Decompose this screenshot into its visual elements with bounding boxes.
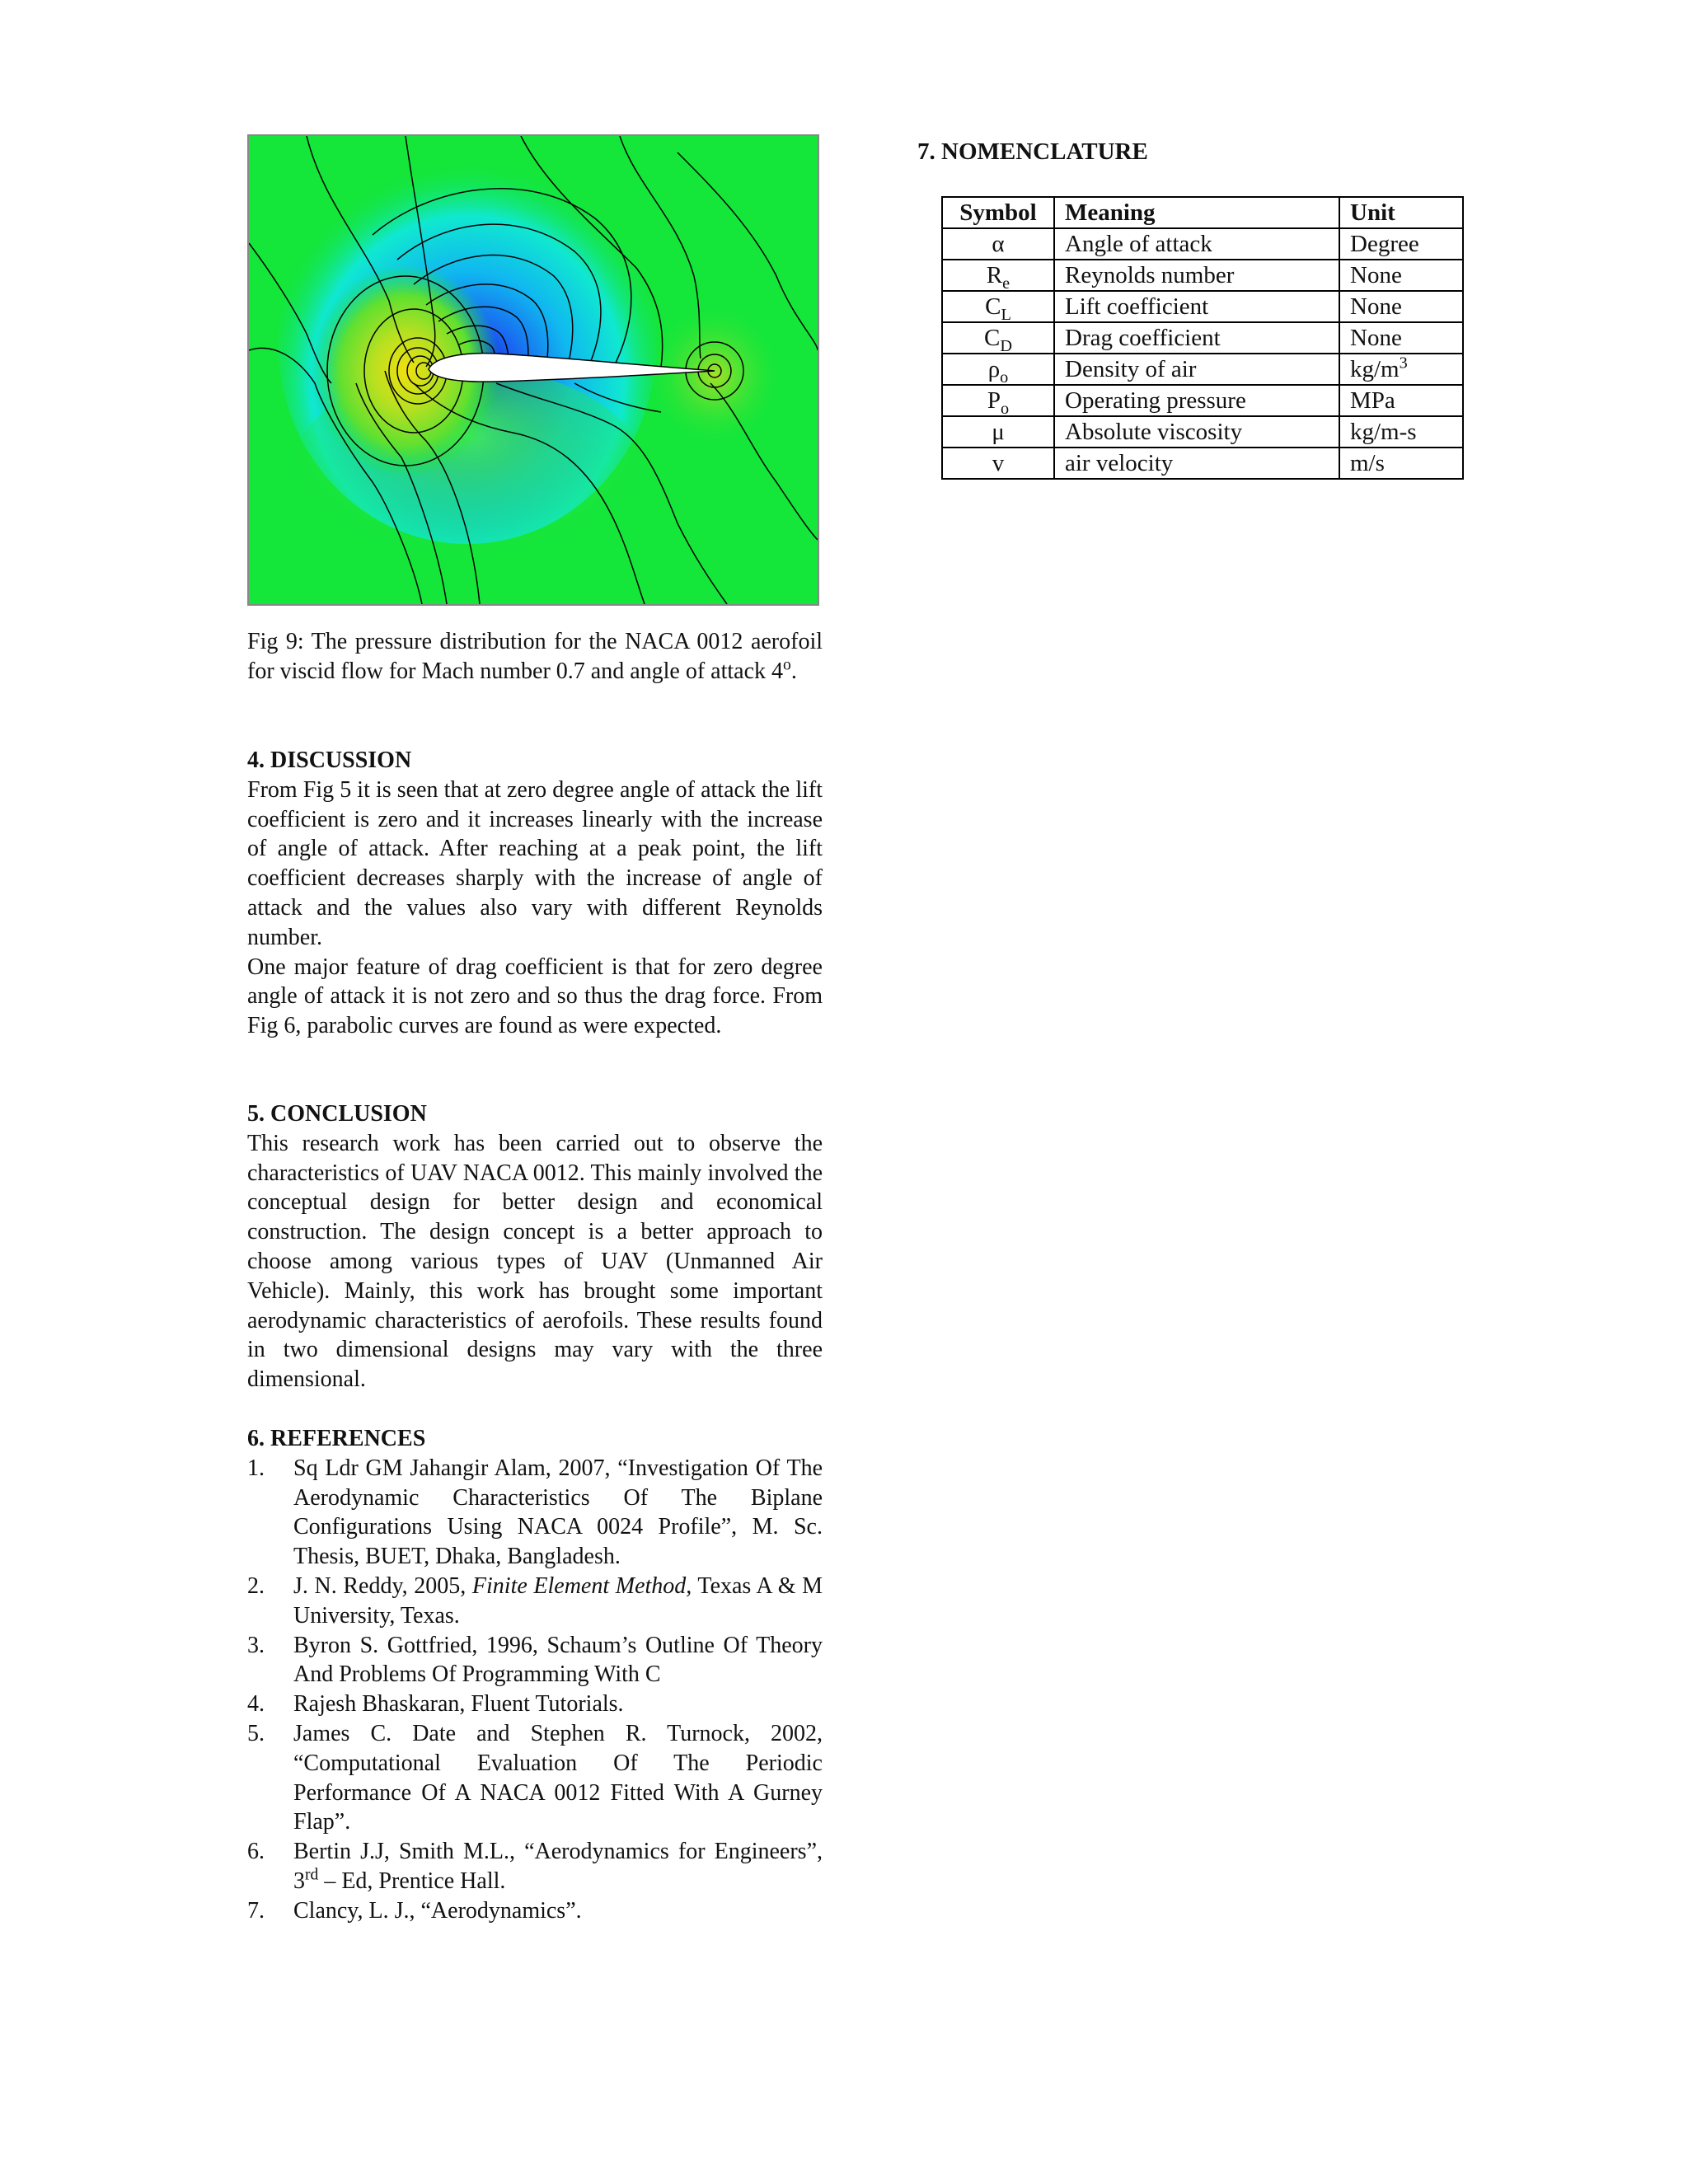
symbol-cell xyxy=(942,228,1054,260)
symbol-char: C xyxy=(985,293,1001,320)
meaning-cell: Absolute viscosity xyxy=(1054,416,1339,448)
unit-text: Degree xyxy=(1350,231,1419,257)
caption-degree-sup: o xyxy=(783,656,791,674)
discussion-section xyxy=(247,746,823,1041)
symbol-sub: D xyxy=(1000,336,1012,355)
caption-text: Fig 9: The pressure distribution for the NACA 0012 aerofoil for viscid flow for Mach number 0.7 and angle of attack 4 xyxy=(247,629,823,684)
header-symbol: Symbol xyxy=(942,197,1054,228)
conclusion-heading: 5. CONCLUSION xyxy=(247,1101,427,1127)
unit-text: None xyxy=(1350,262,1402,288)
reference-list xyxy=(247,1454,823,1926)
caption-end: . xyxy=(790,658,797,684)
reference-superscript: rd xyxy=(305,1866,319,1884)
symbol-char: α xyxy=(992,231,1005,257)
reference-item xyxy=(247,1690,823,1719)
reference-text-rest: Texas A & M University, Texas. xyxy=(293,1572,823,1629)
symbol-sub: L xyxy=(1001,305,1011,324)
unit-text: kg/m xyxy=(1350,356,1400,382)
unit-text: kg/m-s xyxy=(1350,419,1417,445)
nomenclature-table xyxy=(941,196,1464,480)
unit-cell xyxy=(1339,448,1463,479)
symbol-char: C xyxy=(984,325,1001,351)
pressure-contour-figure xyxy=(247,134,819,606)
unit-cell xyxy=(1339,260,1463,291)
symbol-sub: o xyxy=(1001,399,1010,418)
unit-cell xyxy=(1339,322,1463,354)
meaning-cell: Density of air xyxy=(1054,354,1339,385)
reference-number: 6. xyxy=(247,1839,265,1865)
reference-number: 5. xyxy=(247,1720,265,1746)
meaning-cell: Operating pressure xyxy=(1054,385,1339,416)
symbol-char: P xyxy=(987,387,1001,414)
symbol-char: v xyxy=(992,450,1005,476)
symbol-cell xyxy=(942,385,1054,416)
table-row xyxy=(942,385,1463,416)
discussion-paragraph-2: One major feature of drag coefficient is that for zero degree angle of attack it is not zero and so thus the drag force. From Fig 6, parabolic curves are found as were expected. xyxy=(247,954,823,1039)
reference-item xyxy=(247,1719,823,1837)
reference-item xyxy=(247,1631,823,1690)
conclusion-paragraph: This research work has been carried out to observe the characteristics of UAV NACA 0012. This mainly involved the conceptual design for better design and economical construction. The design concept is a better approach to choose among various types of UAV (Unmanned Air Vehicle). Mainly, this work has brought some important aerodynamic characteristics of aerofoils. These results found in two dimensional designs may vary with the three dimensional. xyxy=(247,1130,823,1393)
table-row xyxy=(942,291,1463,322)
reference-text: J. N. Reddy, 2005, xyxy=(293,1572,472,1599)
reference-text: James C. Date and Stephen R. Turnock, 2002, “Computational Evaluation Of The Periodic Performance Of A NACA 0012 Fitted With A Gurney Flap”. xyxy=(293,1720,823,1835)
reference-number: 4. xyxy=(247,1691,265,1718)
meaning-cell: Lift coefficient xyxy=(1054,291,1339,322)
symbol-char: μ xyxy=(992,419,1005,445)
unit-cell xyxy=(1339,385,1463,416)
references-section xyxy=(247,1424,823,1926)
unit-text: None xyxy=(1350,325,1402,351)
trailing-edge-region xyxy=(645,301,785,449)
reference-number: 3. xyxy=(247,1632,265,1658)
symbol-cell xyxy=(942,291,1054,322)
reference-item xyxy=(247,1896,823,1926)
unit-sup: 3 xyxy=(1399,354,1408,373)
symbol-cell xyxy=(942,448,1054,479)
reference-text: Rajesh Bhaskaran, Fluent Tutorials. xyxy=(293,1691,624,1718)
reference-text-rest: – Ed, Prentice Hall. xyxy=(318,1868,506,1894)
symbol-cell xyxy=(942,416,1054,448)
table-row xyxy=(942,416,1463,448)
symbol-cell xyxy=(942,354,1054,385)
pressure-contour-plot xyxy=(249,136,818,604)
nomenclature-heading: 7. NOMENCLATURE xyxy=(917,138,1148,165)
reference-text: Bertin J.J, Smith M.L., “Aerodynamics for Engineers”, 3 xyxy=(293,1839,823,1894)
reference-number: 7. xyxy=(247,1897,265,1924)
reference-item xyxy=(247,1454,823,1572)
symbol-cell xyxy=(942,322,1054,354)
conclusion-section xyxy=(247,1099,823,1394)
references-heading: 6. REFERENCES xyxy=(247,1426,426,1451)
meaning-cell: Angle of attack xyxy=(1054,228,1339,260)
reference-title-italic: Finite Element Method, xyxy=(471,1572,692,1599)
unit-cell xyxy=(1339,291,1463,322)
symbol-sub: e xyxy=(1002,274,1010,293)
symbol-char: ρ xyxy=(987,356,1001,382)
reference-text: Byron S. Gottfried, 1996, Schaum’s Outline Of Theory And Problems Of Programming With C xyxy=(293,1632,823,1688)
unit-text: MPa xyxy=(1350,387,1395,414)
table-row xyxy=(942,354,1463,385)
header-unit: Unit xyxy=(1339,197,1463,228)
meaning-cell: Drag coefficient xyxy=(1054,322,1339,354)
unit-cell xyxy=(1339,228,1463,260)
unit-text: None xyxy=(1350,293,1402,320)
discussion-paragraph-1: From Fig 5 it is seen that at zero degree angle of attack the lift coefficient is zero and it increases linearly with the increase of angle of attack. After reaching at a peak point, the lift coefficient decreases sharply with the increase of angle of attack and the values also vary with different Reynolds number. xyxy=(247,776,823,950)
table-row xyxy=(942,322,1463,354)
symbol-char: R xyxy=(986,262,1003,288)
meaning-cell: Reynolds number xyxy=(1054,260,1339,291)
symbol-cell xyxy=(942,260,1054,291)
unit-cell xyxy=(1339,354,1463,385)
reference-number: 1. xyxy=(247,1455,265,1481)
figure-caption xyxy=(247,627,823,687)
reference-item xyxy=(247,1837,823,1896)
reference-text: Clancy, L. J., “Aerodynamics”. xyxy=(293,1897,582,1924)
discussion-heading: 4. DISCUSSION xyxy=(247,748,412,773)
meaning-cell: air velocity xyxy=(1054,448,1339,479)
reference-text: Sq Ldr GM Jahangir Alam, 2007, “Investigation Of The Aerodynamic Characteristics Of The Biplane Configurations Using NACA 0024 Profile”, M. Sc. Thesis, BUET, Dhaka, Bangladesh. xyxy=(293,1455,823,1570)
reference-number: 2. xyxy=(247,1572,265,1599)
table-row xyxy=(942,228,1463,260)
reference-item xyxy=(247,1572,823,1631)
unit-text: m/s xyxy=(1350,450,1385,476)
table-row xyxy=(942,448,1463,479)
header-meaning: Meaning xyxy=(1054,197,1339,228)
table-header-row xyxy=(942,197,1463,228)
symbol-sub: o xyxy=(1000,368,1009,387)
unit-cell xyxy=(1339,416,1463,448)
table-row xyxy=(942,260,1463,291)
